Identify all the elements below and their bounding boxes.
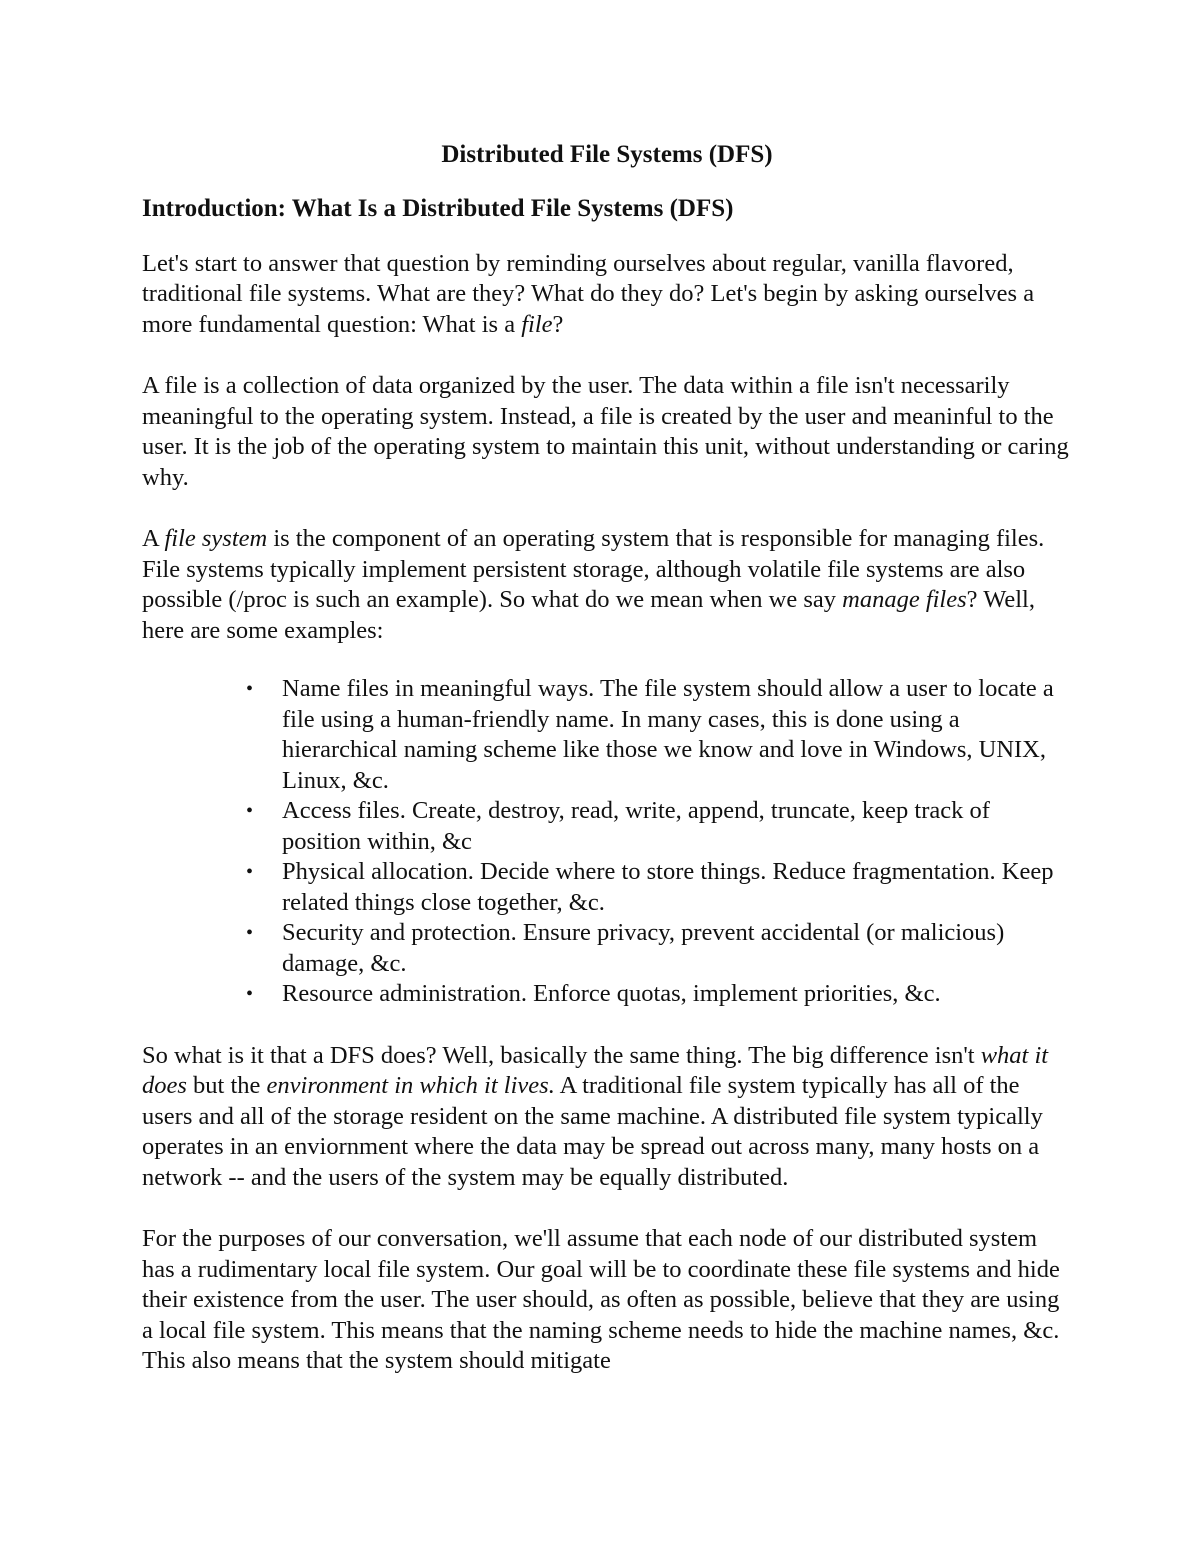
section-heading: Introduction: What Is a Distributed File Systems (DFS) bbox=[142, 195, 734, 222]
document-page bbox=[142, 140, 1072, 1377]
paragraph-intro bbox=[142, 249, 1072, 341]
list-item-text: Physical allocation. Decide where to store things. Reduce fragmentation. Keep related things close together, &c. bbox=[282, 858, 1054, 916]
paragraph-file-system-start: A bbox=[142, 525, 165, 552]
list-item-text: Access files. Create, destroy, read, write, append, truncate, keep track of position within, &c bbox=[282, 797, 990, 855]
paragraph-dfs-difference bbox=[142, 1041, 1072, 1194]
list-item bbox=[246, 674, 1072, 796]
bullet-icon: • bbox=[246, 861, 254, 883]
bullet-icon: • bbox=[246, 800, 254, 822]
paragraph-file-system-end: ? Well, here are some examples: bbox=[142, 586, 1035, 644]
paragraph-file-system-middle: is the component of an operating system that is responsible for managing files. File systems typically implement persistent storage, although volatile file systems are also possible (/proc is such an example). So what do we mean when we say bbox=[142, 525, 1045, 613]
italic-term-manage-files: manage files bbox=[842, 586, 967, 613]
paragraph-file-system bbox=[142, 524, 1072, 646]
bullet-icon: • bbox=[246, 983, 254, 1005]
italic-phrase-what-it-does: what it does bbox=[142, 1041, 1049, 1099]
list-item-text: Resource administration. Enforce quotas, implement priorities, &c. bbox=[282, 980, 941, 1007]
list-item bbox=[246, 796, 1072, 857]
bullet-icon: • bbox=[246, 922, 254, 944]
bullet-icon: • bbox=[246, 678, 254, 700]
list-item bbox=[246, 857, 1072, 918]
paragraph-assumptions: For the purposes of our conversation, we'll assume that each node of our distributed system has a rudimentary local file system. Our goal will be to coordinate these file systems and hide their existence from the user. The user should, as often as possible, believe that they are using a local file system. This means that the naming scheme needs to hide the machine names, &c. This also means that the system should mitigate bbox=[142, 1225, 1060, 1374]
paragraph-dfs-end: A traditional file system typically has all of the users and all of the storage resident on the same machine. A distributed file system typically operates in an enviornment where the data may be spread out across many, many hosts on a network -- and the users of the system may be equally distributed. bbox=[142, 1072, 1043, 1191]
list-item-text: Security and protection. Ensure privacy, prevent accidental (or malicious) damage, &c. bbox=[282, 919, 1005, 977]
italic-term-file-system: file system bbox=[164, 525, 268, 552]
list-item-text: Name files in meaningful ways. The file system should allow a user to locate a file using a human-friendly name. In many cases, this is done using a hierarchical naming scheme like those we know and love in Windows, UNIX, Linux, &c. bbox=[282, 675, 1054, 794]
list-item bbox=[246, 918, 1072, 979]
paragraph-dfs-start: So what is it that a DFS does? Well, basically the same thing. The big difference isn't bbox=[142, 1041, 981, 1069]
examples-list bbox=[142, 674, 1072, 1010]
paragraph-intro-text: Let's start to answer that question by reminding ourselves about regular, vanilla flavored, traditional file systems. What are they? What do they do? Let's begin by asking ourselves a more fundamental question: What is a bbox=[142, 249, 1035, 338]
list-item bbox=[246, 979, 1072, 1010]
paragraph-dfs-middle: but the bbox=[186, 1072, 267, 1099]
paragraph-file-definition: A file is a collection of data organized by the user. The data within a file isn't necessarily meaningful to the operating system. Instead, a file is created by the user and meaninful to the user. It is the job of the operating system to maintain this unit, without understanding or caring why. bbox=[142, 372, 1069, 491]
document-title: Distributed File Systems (DFS) bbox=[441, 141, 773, 168]
paragraph-intro-end: ? bbox=[552, 310, 564, 338]
italic-phrase-environment: environment in which it lives. bbox=[266, 1072, 555, 1099]
italic-term-file: file bbox=[521, 310, 553, 338]
